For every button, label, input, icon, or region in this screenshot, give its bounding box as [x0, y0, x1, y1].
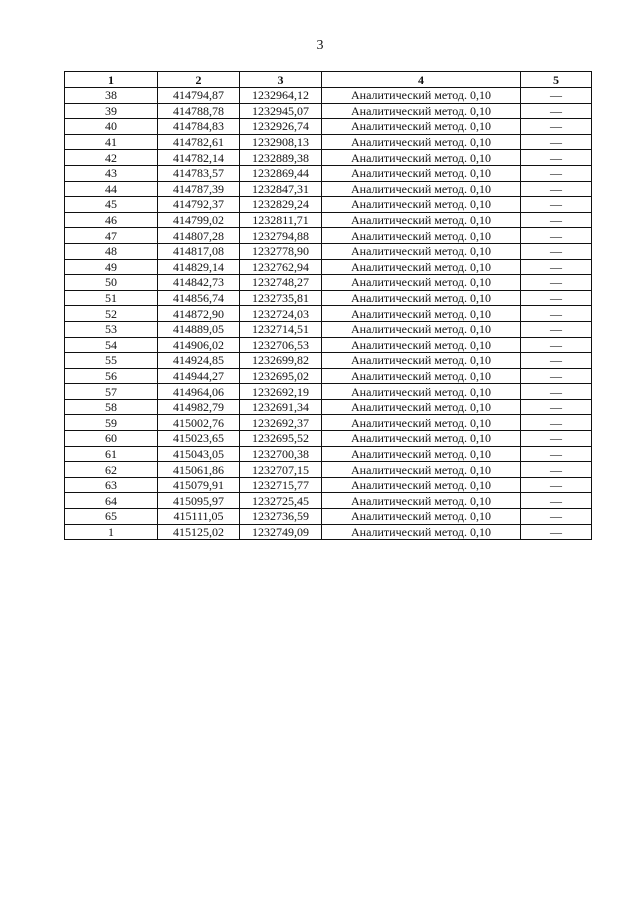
note-cell: —	[521, 119, 592, 135]
table-row	[65, 493, 592, 509]
y-coordinate-cell: 1232794,88	[240, 228, 322, 244]
point-number-cell: 58	[65, 399, 158, 415]
point-number-cell: 59	[65, 415, 158, 431]
x-coordinate-cell: 415095,97	[158, 493, 240, 509]
y-coordinate-cell: 1232964,12	[240, 88, 322, 104]
y-coordinate-cell: 1232695,02	[240, 368, 322, 384]
x-coordinate-cell: 414794,87	[158, 88, 240, 104]
table-row	[65, 259, 592, 275]
note-cell: —	[521, 150, 592, 166]
x-coordinate-cell: 415125,02	[158, 524, 240, 540]
method-cell: Аналитический метод. 0,10	[322, 119, 521, 135]
x-coordinate-cell: 414784,83	[158, 119, 240, 135]
table-row	[65, 509, 592, 525]
point-number-cell: 45	[65, 197, 158, 213]
method-cell: Аналитический метод. 0,10	[322, 399, 521, 415]
y-coordinate-cell: 1232749,09	[240, 524, 322, 540]
note-cell: —	[521, 165, 592, 181]
point-number-cell: 53	[65, 321, 158, 337]
table-row	[65, 119, 592, 135]
note-cell: —	[521, 431, 592, 447]
note-cell: —	[521, 212, 592, 228]
table-body	[65, 88, 592, 540]
method-cell: Аналитический метод. 0,10	[322, 275, 521, 291]
x-coordinate-cell: 414964,06	[158, 384, 240, 400]
header-col-3: 3	[240, 72, 322, 88]
point-number-cell: 65	[65, 509, 158, 525]
point-number-cell: 44	[65, 181, 158, 197]
note-cell: —	[521, 337, 592, 353]
method-cell: Аналитический метод. 0,10	[322, 181, 521, 197]
table-row	[65, 368, 592, 384]
table-row	[65, 88, 592, 104]
y-coordinate-cell: 1232889,38	[240, 150, 322, 166]
point-number-cell: 61	[65, 446, 158, 462]
x-coordinate-cell: 414856,74	[158, 290, 240, 306]
point-number-cell: 57	[65, 384, 158, 400]
method-cell: Аналитический метод. 0,10	[322, 384, 521, 400]
method-cell: Аналитический метод. 0,10	[322, 446, 521, 462]
method-cell: Аналитический метод. 0,10	[322, 306, 521, 322]
method-cell: Аналитический метод. 0,10	[322, 134, 521, 150]
point-number-cell: 42	[65, 150, 158, 166]
method-cell: Аналитический метод. 0,10	[322, 103, 521, 119]
y-coordinate-cell: 1232692,19	[240, 384, 322, 400]
table-row	[65, 212, 592, 228]
note-cell: —	[521, 384, 592, 400]
method-cell: Аналитический метод. 0,10	[322, 259, 521, 275]
note-cell: —	[521, 415, 592, 431]
x-coordinate-cell: 414792,37	[158, 197, 240, 213]
x-coordinate-cell: 414944,27	[158, 368, 240, 384]
header-col-4: 4	[322, 72, 521, 88]
note-cell: —	[521, 493, 592, 509]
method-cell: Аналитический метод. 0,10	[322, 493, 521, 509]
note-cell: —	[521, 306, 592, 322]
note-cell: —	[521, 477, 592, 493]
y-coordinate-cell: 1232692,37	[240, 415, 322, 431]
note-cell: —	[521, 134, 592, 150]
y-coordinate-cell: 1232715,77	[240, 477, 322, 493]
table-row	[65, 306, 592, 322]
method-cell: Аналитический метод. 0,10	[322, 415, 521, 431]
table-row	[65, 446, 592, 462]
x-coordinate-cell: 414982,79	[158, 399, 240, 415]
x-coordinate-cell: 414817,08	[158, 243, 240, 259]
point-number-cell: 52	[65, 306, 158, 322]
note-cell: —	[521, 181, 592, 197]
method-cell: Аналитический метод. 0,10	[322, 321, 521, 337]
y-coordinate-cell: 1232778,90	[240, 243, 322, 259]
note-cell: —	[521, 103, 592, 119]
y-coordinate-cell: 1232829,24	[240, 197, 322, 213]
y-coordinate-cell: 1232847,31	[240, 181, 322, 197]
x-coordinate-cell: 414782,61	[158, 134, 240, 150]
point-number-cell: 64	[65, 493, 158, 509]
point-number-cell: 51	[65, 290, 158, 306]
x-coordinate-cell: 415061,86	[158, 462, 240, 478]
note-cell: —	[521, 243, 592, 259]
point-number-cell: 47	[65, 228, 158, 244]
note-cell: —	[521, 353, 592, 369]
table-row	[65, 165, 592, 181]
table-row	[65, 399, 592, 415]
note-cell: —	[521, 197, 592, 213]
coordinates-table	[64, 71, 592, 540]
x-coordinate-cell: 415043,05	[158, 446, 240, 462]
table-row	[65, 524, 592, 540]
page-number: 3	[316, 38, 324, 53]
method-cell: Аналитический метод. 0,10	[322, 290, 521, 306]
point-number-cell: 38	[65, 88, 158, 104]
table-row	[65, 290, 592, 306]
method-cell: Аналитический метод. 0,10	[322, 353, 521, 369]
y-coordinate-cell: 1232945,07	[240, 103, 322, 119]
table-row	[65, 337, 592, 353]
table-row	[65, 321, 592, 337]
x-coordinate-cell: 414787,39	[158, 181, 240, 197]
table-row	[65, 275, 592, 291]
table-row	[65, 462, 592, 478]
y-coordinate-cell: 1232736,59	[240, 509, 322, 525]
point-number-cell: 62	[65, 462, 158, 478]
note-cell: —	[521, 228, 592, 244]
x-coordinate-cell: 414872,90	[158, 306, 240, 322]
y-coordinate-cell: 1232748,27	[240, 275, 322, 291]
x-coordinate-cell: 414889,05	[158, 321, 240, 337]
header-col-1: 1	[65, 72, 158, 88]
note-cell: —	[521, 446, 592, 462]
point-number-cell: 43	[65, 165, 158, 181]
table-row	[65, 228, 592, 244]
point-number-cell: 56	[65, 368, 158, 384]
method-cell: Аналитический метод. 0,10	[322, 509, 521, 525]
method-cell: Аналитический метод. 0,10	[322, 368, 521, 384]
y-coordinate-cell: 1232695,52	[240, 431, 322, 447]
method-cell: Аналитический метод. 0,10	[322, 197, 521, 213]
table-row	[65, 477, 592, 493]
note-cell: —	[521, 462, 592, 478]
point-number-cell: 54	[65, 337, 158, 353]
table-row	[65, 384, 592, 400]
note-cell: —	[521, 399, 592, 415]
method-cell: Аналитический метод. 0,10	[322, 88, 521, 104]
table-row	[65, 243, 592, 259]
x-coordinate-cell: 414788,78	[158, 103, 240, 119]
note-cell: —	[521, 509, 592, 525]
table-row	[65, 353, 592, 369]
table-row	[65, 103, 592, 119]
y-coordinate-cell: 1232811,71	[240, 212, 322, 228]
point-number-cell: 50	[65, 275, 158, 291]
header-row	[65, 72, 592, 88]
point-number-cell: 60	[65, 431, 158, 447]
method-cell: Аналитический метод. 0,10	[322, 431, 521, 447]
x-coordinate-cell: 414782,14	[158, 150, 240, 166]
y-coordinate-cell: 1232700,38	[240, 446, 322, 462]
table-row	[65, 431, 592, 447]
point-number-cell: 40	[65, 119, 158, 135]
x-coordinate-cell: 415002,76	[158, 415, 240, 431]
y-coordinate-cell: 1232691,34	[240, 399, 322, 415]
point-number-cell: 48	[65, 243, 158, 259]
y-coordinate-cell: 1232707,15	[240, 462, 322, 478]
table-row	[65, 150, 592, 166]
table-row	[65, 134, 592, 150]
y-coordinate-cell: 1232735,81	[240, 290, 322, 306]
method-cell: Аналитический метод. 0,10	[322, 524, 521, 540]
x-coordinate-cell: 414783,57	[158, 165, 240, 181]
header-col-5: 5	[521, 72, 592, 88]
x-coordinate-cell: 414842,73	[158, 275, 240, 291]
point-number-cell: 55	[65, 353, 158, 369]
note-cell: —	[521, 321, 592, 337]
x-coordinate-cell: 415111,05	[158, 509, 240, 525]
table-row	[65, 197, 592, 213]
x-coordinate-cell: 414799,02	[158, 212, 240, 228]
y-coordinate-cell: 1232714,51	[240, 321, 322, 337]
method-cell: Аналитический метод. 0,10	[322, 243, 521, 259]
point-number-cell: 46	[65, 212, 158, 228]
method-cell: Аналитический метод. 0,10	[322, 212, 521, 228]
y-coordinate-cell: 1232869,44	[240, 165, 322, 181]
note-cell: —	[521, 275, 592, 291]
note-cell: —	[521, 368, 592, 384]
point-number-cell: 49	[65, 259, 158, 275]
method-cell: Аналитический метод. 0,10	[322, 228, 521, 244]
y-coordinate-cell: 1232706,53	[240, 337, 322, 353]
y-coordinate-cell: 1232725,45	[240, 493, 322, 509]
y-coordinate-cell: 1232724,03	[240, 306, 322, 322]
table-row	[65, 415, 592, 431]
method-cell: Аналитический метод. 0,10	[322, 477, 521, 493]
note-cell: —	[521, 290, 592, 306]
table-header	[65, 72, 592, 88]
y-coordinate-cell: 1232926,74	[240, 119, 322, 135]
method-cell: Аналитический метод. 0,10	[322, 337, 521, 353]
x-coordinate-cell: 414807,28	[158, 228, 240, 244]
method-cell: Аналитический метод. 0,10	[322, 462, 521, 478]
point-number-cell: 41	[65, 134, 158, 150]
point-number-cell: 63	[65, 477, 158, 493]
point-number-cell: 1	[65, 524, 158, 540]
note-cell: —	[521, 524, 592, 540]
note-cell: —	[521, 259, 592, 275]
table-row	[65, 181, 592, 197]
method-cell: Аналитический метод. 0,10	[322, 150, 521, 166]
y-coordinate-cell: 1232699,82	[240, 353, 322, 369]
y-coordinate-cell: 1232762,94	[240, 259, 322, 275]
header-col-2: 2	[158, 72, 240, 88]
x-coordinate-cell: 414906,02	[158, 337, 240, 353]
y-coordinate-cell: 1232908,13	[240, 134, 322, 150]
x-coordinate-cell: 414924,85	[158, 353, 240, 369]
method-cell: Аналитический метод. 0,10	[322, 165, 521, 181]
x-coordinate-cell: 415023,65	[158, 431, 240, 447]
point-number-cell: 39	[65, 103, 158, 119]
x-coordinate-cell: 415079,91	[158, 477, 240, 493]
x-coordinate-cell: 414829,14	[158, 259, 240, 275]
note-cell: —	[521, 88, 592, 104]
